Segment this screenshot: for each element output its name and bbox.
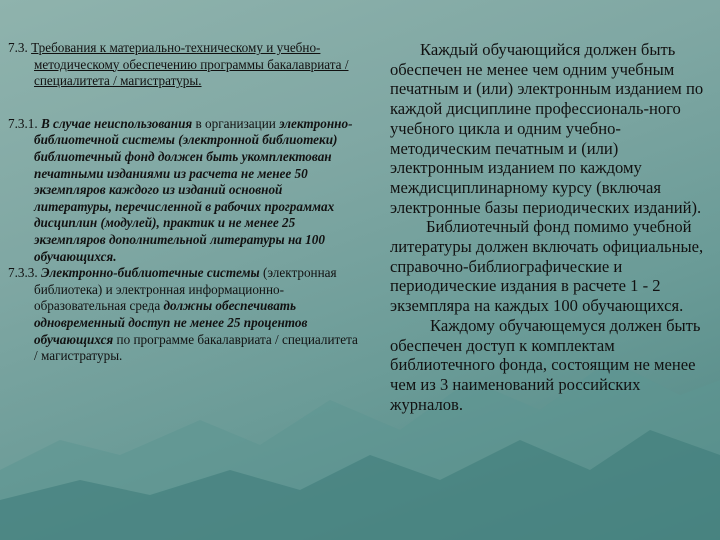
clause-emphasis: В случае неиспользования (40, 115, 193, 131)
clause-text: по программе бакалавриата / специалитета / магистратуры. (34, 331, 358, 364)
clause-emphasis: электронно-библиотечной системы (электронной библиотеки) библиотечный фонд должен быть укомплектован печатными изданиями из расчета не менее 50 экземпляров каждого из изданий основной литературы, перечисленной в рабочих программах дисциплин (модулей), практик и не менее 25 экземпляров дополнительной литературы на 100 обучающихся. (34, 115, 353, 264)
clause-text: в организации (192, 115, 280, 131)
clause-number: 7.3.3. (8, 265, 41, 281)
section-heading-text: Требования к материально-техническому и учебно-методическому обеспечению программы бакалавриата / специалитета / магистратуры. (31, 40, 349, 89)
section-number: 7.3. (8, 40, 32, 55)
right-column (390, 40, 712, 414)
clause-7-3-3 (8, 265, 360, 365)
clause-emphasis: должны обеспечивать одновременный доступ не менее 25 процентов обучающихся (34, 298, 308, 347)
clause-text: (электронная библиотека) и электронная информационно-образовательная среда (34, 265, 337, 314)
clause-emphasis: Электронно-библиотечные системы (40, 265, 260, 281)
paragraph: Каждому обучающемуся должен быть обеспечен доступ к комплектам библиотечного фонда, состоящим не менее чем из 3 наименований российских журналов. (390, 315, 701, 414)
section-heading (8, 40, 360, 90)
clause-7-3-1 (8, 116, 360, 265)
paragraph: Каждый обучающийся должен быть обеспечен не менее чем одним учебным печатным и (или) электронным изданием по каждой дисциплине профессиональ-ного учебного цикла и одним учебно-методическим печатным и (или) электронным изданием по каждому междисциплинарному курсу (включая электронные базы периодических изданий). (390, 40, 704, 217)
clause-number: 7.3.1. (8, 115, 41, 131)
left-column (8, 40, 360, 365)
paragraph: Библиотечный фонд помимо учебной литературы должен включать официальные, справочно-библиографические и периодические издания в расчете 1 - 2 экземпляра на каждых 100 обучающихся. (390, 217, 704, 316)
